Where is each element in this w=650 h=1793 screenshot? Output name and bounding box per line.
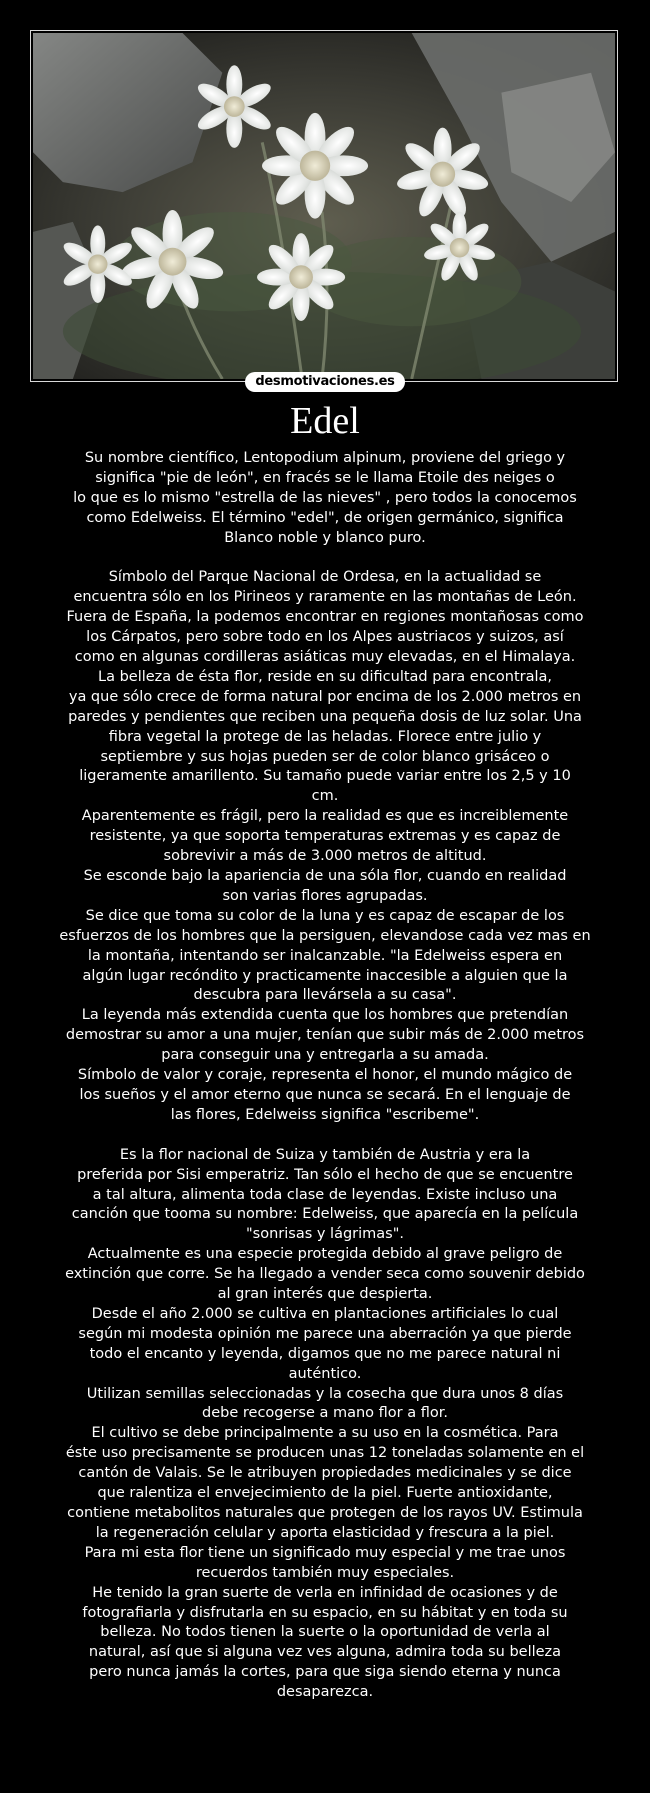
text-line: lo que es lo mismo "estrella de las nieves" , pero todos la conocemos <box>73 489 577 506</box>
text-line: paredes y pendientes que reciben una pequeña dosis de luz solar. Una <box>68 708 582 725</box>
text-line: Símbolo de valor y coraje, representa el honor, el mundo mágico de <box>77 1067 573 1084</box>
paragraph-gap <box>36 549 614 569</box>
text-line: algún lugar recóndito y practicamente inaccesible a alguien que la <box>82 967 568 984</box>
text-line: a tal altura, alimenta toda clase de leyendas. Existe incluso una <box>92 1186 558 1203</box>
text-line: sobrevivir a más de 3.000 metros de altitud. <box>163 848 487 865</box>
text-line: ligeramente amarillento. Su tamaño puede variar entre los 2,5 y 10 <box>79 768 571 785</box>
text-line: cantón de Valais. Se le atribuyen propiedades medicinales y se dice <box>78 1465 572 1482</box>
text-line: Desde el año 2.000 se cultiva en plantaciones artificiales lo cual <box>91 1305 559 1322</box>
text-line: contiene metabolitos naturales que protegen de los rayos UV. Estimula <box>67 1505 583 1521</box>
text-line: He tenido la gran suerte de verla en infinidad de ocasiones y de <box>92 1584 558 1601</box>
text-line: esfuerzos de los hombres que la persiguen, elevandose cada vez mas en <box>59 927 591 944</box>
text-line: resistente, ya que soporta temperaturas extremas y es capaz de <box>89 828 561 845</box>
photo-frame <box>30 30 618 382</box>
text-line: como Edelweiss. El término "edel", de origen germánico, significa <box>86 509 564 526</box>
text-line: la regeneración celular y aporta elasticidad y frescura a la piel. <box>95 1524 555 1541</box>
text-line: significa "pie de león", en fracés se le llama Etoile des neiges o <box>95 469 555 486</box>
text-line: según mi modesta opinión me parece una aberración ya que pierde <box>78 1325 572 1342</box>
text-line: La belleza de ésta flor, reside en su dificultad para encontrala, <box>98 668 552 685</box>
text-line: todo el encanto y leyenda, digamos que no me parece natural ni <box>89 1345 561 1362</box>
text-line: extinción que corre. Se ha llegado a vender seca como souvenir debido <box>65 1266 585 1283</box>
text-line: son varias flores agrupadas. <box>222 887 428 904</box>
text-line: éste uso precisamente se producen unas 12 toneladas solamente en el <box>65 1445 585 1462</box>
text-line: fotografiarla y disfrutarla en su espacio, en su hábitat y en toda su <box>82 1604 568 1621</box>
text-line: encuentra sólo en los Pirineos y raramente en las montañas de León. <box>73 589 577 606</box>
text-line: desaparezca. <box>276 1684 374 1701</box>
text-line: como en algunas cordilleras asiáticas muy elevadas, en el Himalaya. <box>74 649 576 666</box>
text-line: Se esconde bajo la apariencia de una sóla flor, cuando en realidad <box>83 868 567 885</box>
body-text <box>36 449 614 1703</box>
text-line: La leyenda más extendida cuenta que los hombres que pretendían <box>81 1007 569 1024</box>
text-line: canción que tooma su nombre: Edelweiss, que aparecía en la película <box>71 1206 579 1223</box>
text-line: demostrar su amor a una mujer, tenían que subir más de 2.000 metros <box>65 1027 585 1044</box>
text-line: descubra para llevársela a su casa". <box>193 987 457 1004</box>
text-line: Fuera de España, la podemos encontrar en regiones montañosas como <box>66 609 584 626</box>
text-line: Su nombre científico, Lentopodium alpinum, proviene del griego y <box>84 450 566 466</box>
text-line: las flores, Edelweiss significa "escribeme". <box>170 1106 480 1123</box>
text-line: al gran interés que despierta. <box>217 1286 433 1303</box>
text-line: fibra vegetal la protege de las heladas. Florece entre julio y <box>108 728 542 745</box>
text-line: belleza. No todos tienen la suerte o la oportunidad de verla al <box>100 1624 550 1641</box>
text-line: septiembre y sus hojas pueden ser de color blanco grisáceo o <box>100 748 550 765</box>
text-line: auténtico. <box>288 1365 362 1382</box>
text-line: "sonrisas y lágrimas". <box>245 1226 405 1243</box>
text-line: Es la flor nacional de Suiza y también de Austria y era la <box>119 1146 531 1163</box>
text-line: la montaña, intentando ser inalcanzable. "la Edelweiss espera en <box>87 947 563 964</box>
poster-title: Edel <box>290 400 360 442</box>
text-line: cm. <box>311 788 339 805</box>
text-line: pero nunca jamás la cortes, para que siga siendo eterna y nunca <box>89 1664 561 1681</box>
text-line: Actualmente es una especie protegida debido al grave peligro de <box>87 1246 563 1263</box>
watermark-badge: desmotivaciones.es <box>245 372 405 392</box>
text-line: natural, así que si alguna vez ves alguna, admira toda su belleza <box>88 1644 562 1661</box>
text-line: recuerdos también muy especiales. <box>195 1564 455 1581</box>
text-line: para conseguir una y entregarla a su amada. <box>161 1047 489 1064</box>
text-line: Utilizan semillas seleccionadas y la cosecha que dura unos 8 días <box>86 1385 564 1402</box>
text-line: Blanco noble y blanco puro. <box>224 529 426 546</box>
text-line: ya que sólo crece de forma natural por encima de los 2.000 metros en <box>68 688 582 705</box>
paragraph-gap <box>36 1126 614 1146</box>
text-line: Se dice que toma su color de la luna y es capaz de escapar de los <box>85 907 565 924</box>
text-line: El cultivo se debe principalmente a su uso en la cosmética. Para <box>91 1425 559 1442</box>
text-line: los Cárpatos, pero sobre todo en los Alpes austriacos y suizos, así <box>86 629 564 646</box>
edelweiss-photo <box>33 33 615 379</box>
text-line: debe recogerse a mano flor a flor. <box>202 1405 448 1422</box>
text-line: que ralentiza el envejecimiento de la piel. Fuerte antioxidante, <box>97 1485 553 1502</box>
text-line: Símbolo del Parque Nacional de Ordesa, en la actualidad se <box>108 569 542 586</box>
text-line: los sueños y el amor eterno que nunca se secará. En el lenguaje de <box>79 1086 571 1103</box>
text-line: preferida por Sisi emperatriz. Tan sólo el hecho de que se encuentre <box>77 1166 573 1183</box>
text-line: Para mi esta flor tiene un significado muy especial y me trae unos <box>84 1544 566 1561</box>
text-line: Aparentemente es frágil, pero la realidad es que es increiblemente <box>81 808 569 825</box>
